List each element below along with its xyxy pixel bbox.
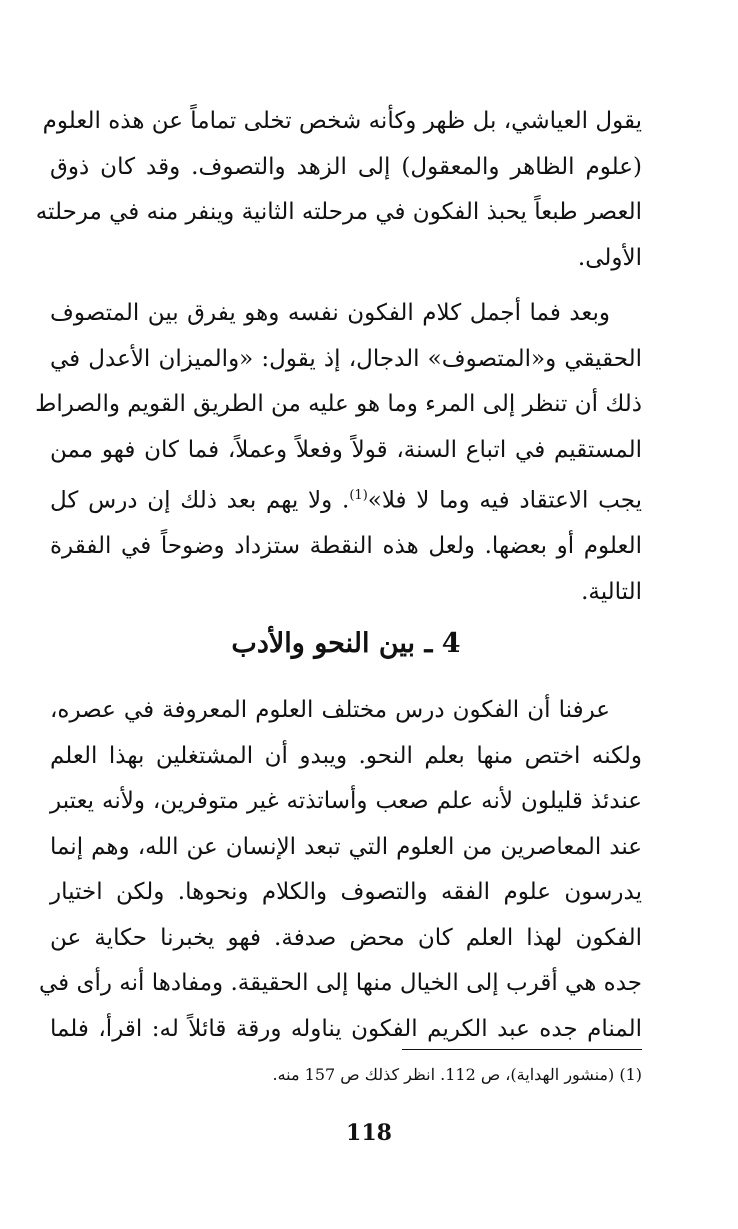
quote-end-text: يجب الاعتقاد فيه وما لا فلا» [367,487,642,514]
section-heading: 4 ـ بين النحو والأدب [231,628,461,659]
paragraph-line: عرفنا أن الفكون درس مختلف العلوم المعروفة في عصره، [50,697,610,723]
line-continuation-text: . ولا يهم بعد ذلك إن درس كل [50,487,350,514]
paragraph-line: الفكون لهذا العلم كان محض صدفة. فهو يخبرنا حكاية عن [50,924,642,951]
footnote: (1) (منشور الهداية)، ص 112. انظر كذلك ص 157 منه. [272,1065,642,1084]
paragraph-line: وبعد فما أجمل كلام الفكون نفسه وهو يفرق بين المتصوف [50,300,610,326]
paragraph-line: يدرسون علوم الفقه والتصوف والكلام ونحوها. ولكن اختيار [50,879,642,905]
paragraph-line: عندئذ قليلون لأنه علم صعب وأساتذته غير متوفرين، ولأنه يعتبر [50,788,642,814]
paragraph-1 [35,99,642,281]
paragraph-line [50,473,642,524]
paragraph-3 [38,688,642,1052]
paragraph-line: ولكنه اختص منها بعلم النحو. ويبدو أن المشتغلين بهذا العلم [50,742,642,769]
paragraph-line: العصر طبعاً يحبذ الفكون في مرحلته الثانية وينفر منه في مرحلته [35,199,642,225]
paragraph-line: التالية. [581,578,642,605]
paragraph-line: العلوم أو بعضها. ولعل هذه النقطة ستزداد وضوحاً في الفقرة [50,533,642,560]
paragraph-line: ذلك أن تنظر إلى المرء وما هو عليه من الطريق القويم والصراط [35,391,642,417]
paragraph-line: جده هي أقرب إلى الخيال منها إلى الحقيقة. ومفادها أنه رأى في [38,970,642,996]
paragraph-line: (علوم الظاهر والمعقول) إلى الزهد والتصوف. وقد كان ذوق [50,153,642,180]
page-number: 118 [346,1120,392,1146]
paragraph-line: الأولى. [577,244,642,271]
footnote-marker: (1) [349,488,368,503]
paragraph-line: الحقيقي و«المتصوف» الدجال، إذ يقول: «والميزان الأعدل في [50,345,642,372]
paragraph-line: يقول العياشي، بل ظهر وكأنه شخص تخلى تماماً عن هذه العلوم [42,108,642,134]
footnote-divider [402,1049,642,1050]
paragraph-line: المستقيم في اتباع السنة، قولاً وفعلاً وعملاً، فما كان فهو ممن [50,436,642,463]
paragraph-2 [35,291,642,615]
paragraph-line: عند المعاصرين من العلوم التي تبعد الإنسان عن الله، وهم إنما [50,833,642,860]
paragraph-line: المنام جده عبد الكريم الفكون يناوله ورقة قائلاً له: اقرأ، فلما [50,1015,642,1042]
